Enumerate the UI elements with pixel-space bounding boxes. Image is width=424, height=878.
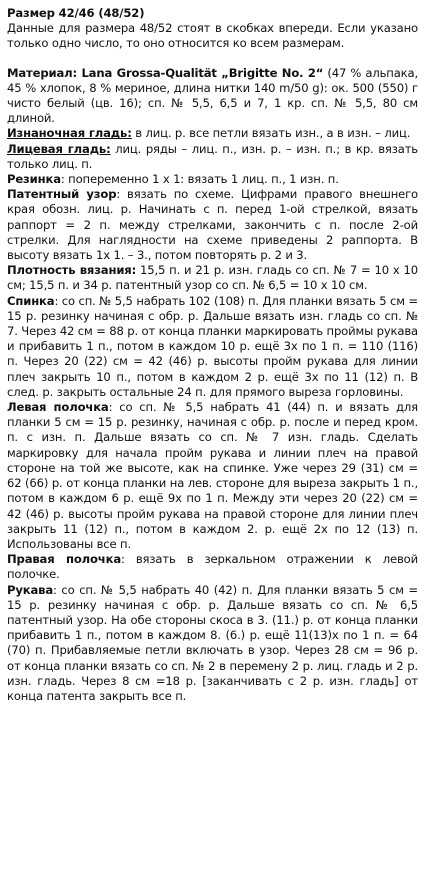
gauge-text: 15,5 п. и 21 р. изн. гладь со сп. № 7 = 10 х 10 см; 15,5 п. и 34 р. патентный узор со сп. № 6,5 = 10 х 10 см.: [7, 263, 418, 293]
gauge-heading: Плотность вязания:: [7, 263, 137, 278]
pattern-text: : вязать по схеме. Цифрами правого внешнего края обозн. лиц. р. Начинать с п. перед 1-ой стрелкой, вязать раппорт = 2 п. между стрелками, закончить с п. после 2-ой стрелки. Для наглядности на схеме приведены 2 раппорта. В высоту вязать 1х 1. – 3., потом повторять р. 2 и 3.: [7, 187, 418, 263]
right-front-text: : вязать в зеркальном отражении к левой полочке.: [7, 552, 418, 582]
left-front-text: : со сп. № 5,5 набрать 41 (44) п. и вязать для планки 5 см = 15 р. резинку, начиная с обр. р. после и перед кром. п. с изн. п. Дальше вязать со сп. № 7 изн. гладь. Сделать маркировку для начала пройм рукава и линии плеч на правой стороне на той же высоте, как на спинке. Уже через 29 (31) см = 62 (66) р. от конца планки на лев. стороне для выреза закрыть 1 п., потом в каждом 6 р. ещё 9х по 1 п. Между эти через 20 (22) см = 42 (46) р. высоты пройм рукава на правой стороне для линии плеч закрыть 11 (12) п., потом в каждом 2. р. ещё 2х по 12 (13) п. Использованы все п.: [7, 400, 418, 551]
right-front-heading: Правая полочка: [7, 552, 122, 567]
rib-text: : попеременно 1 х 1: вязать 1 лиц. п., 1 изн. п.: [60, 172, 339, 187]
material-heading: Материал: Lana Grossa-Qualität „Brigitte No. 2“: [7, 65, 324, 80]
right-front-section: [7, 552, 418, 582]
knit-stitch-text: лиц. ряды – лиц. п., изн. р. – изн. п.; в кр. вязать только лиц. п.: [7, 141, 418, 171]
size-heading: Размер 42/46 (48/52): [7, 6, 145, 20]
pattern-section: [7, 187, 418, 263]
sleeves-text: : со сп. № 5,5 набрать 40 (42) п. Для планки вязать 5 см = 15 р. резинку начиная с обр. р. Дальше вязать со сп. № 6,5 патентный узор. На обе стороны скоса в 3. (11.) р. от конца планки прибавить 1 п., потом в каждом 8. (6.) р. ещё 11(13)х по 1 п. = 64 (70) п. Прибавляемые петли включать в узор. Через 28 см = 96 р. от конца планки вязать со сп. № 2 в перемену 2 р. лиц. гладь и 2 р. изн. гладь. Через 8 см =18 р. [заканчивать с 2 р. изн. гладь] от конца патента закрыть все п.: [7, 582, 418, 703]
knit-stitch-section: [7, 142, 418, 172]
rib-section: [7, 172, 418, 187]
purl-stitch-text: в лиц. р. все петли вязать изн., а в изн. – лиц.: [131, 126, 411, 141]
material-text: (47 % альпака, 45 % хлопок, 8 % мериное, длина нитки 140 m/50 g): ок. 500 (550) г чисто белый (цв. 16); сп. № 5,5, 6,5 и 7, 1 кр. сп. № 5,5, 80 см длиной.: [7, 65, 418, 126]
back-text: : со сп. № 5,5 набрать 102 (108) п. Для планки вязать 5 см = 15 р. резинку начиная с обр. р. Дальше вязать изн. гладь со сп. № 7. Через 42 см = 88 р. от конца планки маркировать проймы рукава и прибавить 1 п., потом в каждом 10 р. ещё 3х по 1 п. = 110 (116) п. Через 20 (22) см = 42 (46) р. высоты пройм рукава для линии плеч закрыть 10 п., потом в каждом 2 р. ещё 3х по 11 (12) п. В след. р. закрыть остальные 24 п. для прямого выреза горловины.: [7, 293, 418, 399]
back-heading: Спинка: [7, 293, 55, 308]
left-front-heading: Левая полочка: [7, 400, 109, 415]
size-section: [7, 6, 418, 52]
left-front-section: [7, 400, 418, 552]
section-spacer: [7, 52, 418, 66]
sleeves-section: [7, 583, 418, 705]
back-section: [7, 294, 418, 400]
purl-stitch-heading: Изнаночная гладь:: [7, 126, 132, 141]
rib-heading: Резинка: [7, 172, 61, 187]
material-section: [7, 66, 418, 127]
gauge-section: [7, 263, 418, 293]
purl-stitch-section: [7, 126, 418, 141]
knit-stitch-heading: Лицевая гладь:: [7, 141, 111, 156]
sleeves-heading: Рукава: [7, 582, 54, 597]
pattern-heading: Патентный узор: [7, 187, 117, 202]
size-text: Данные для размера 48/52 стоят в скобках впереди. Если указано только одно число, то оно относится ко всем размерам.: [7, 21, 418, 51]
